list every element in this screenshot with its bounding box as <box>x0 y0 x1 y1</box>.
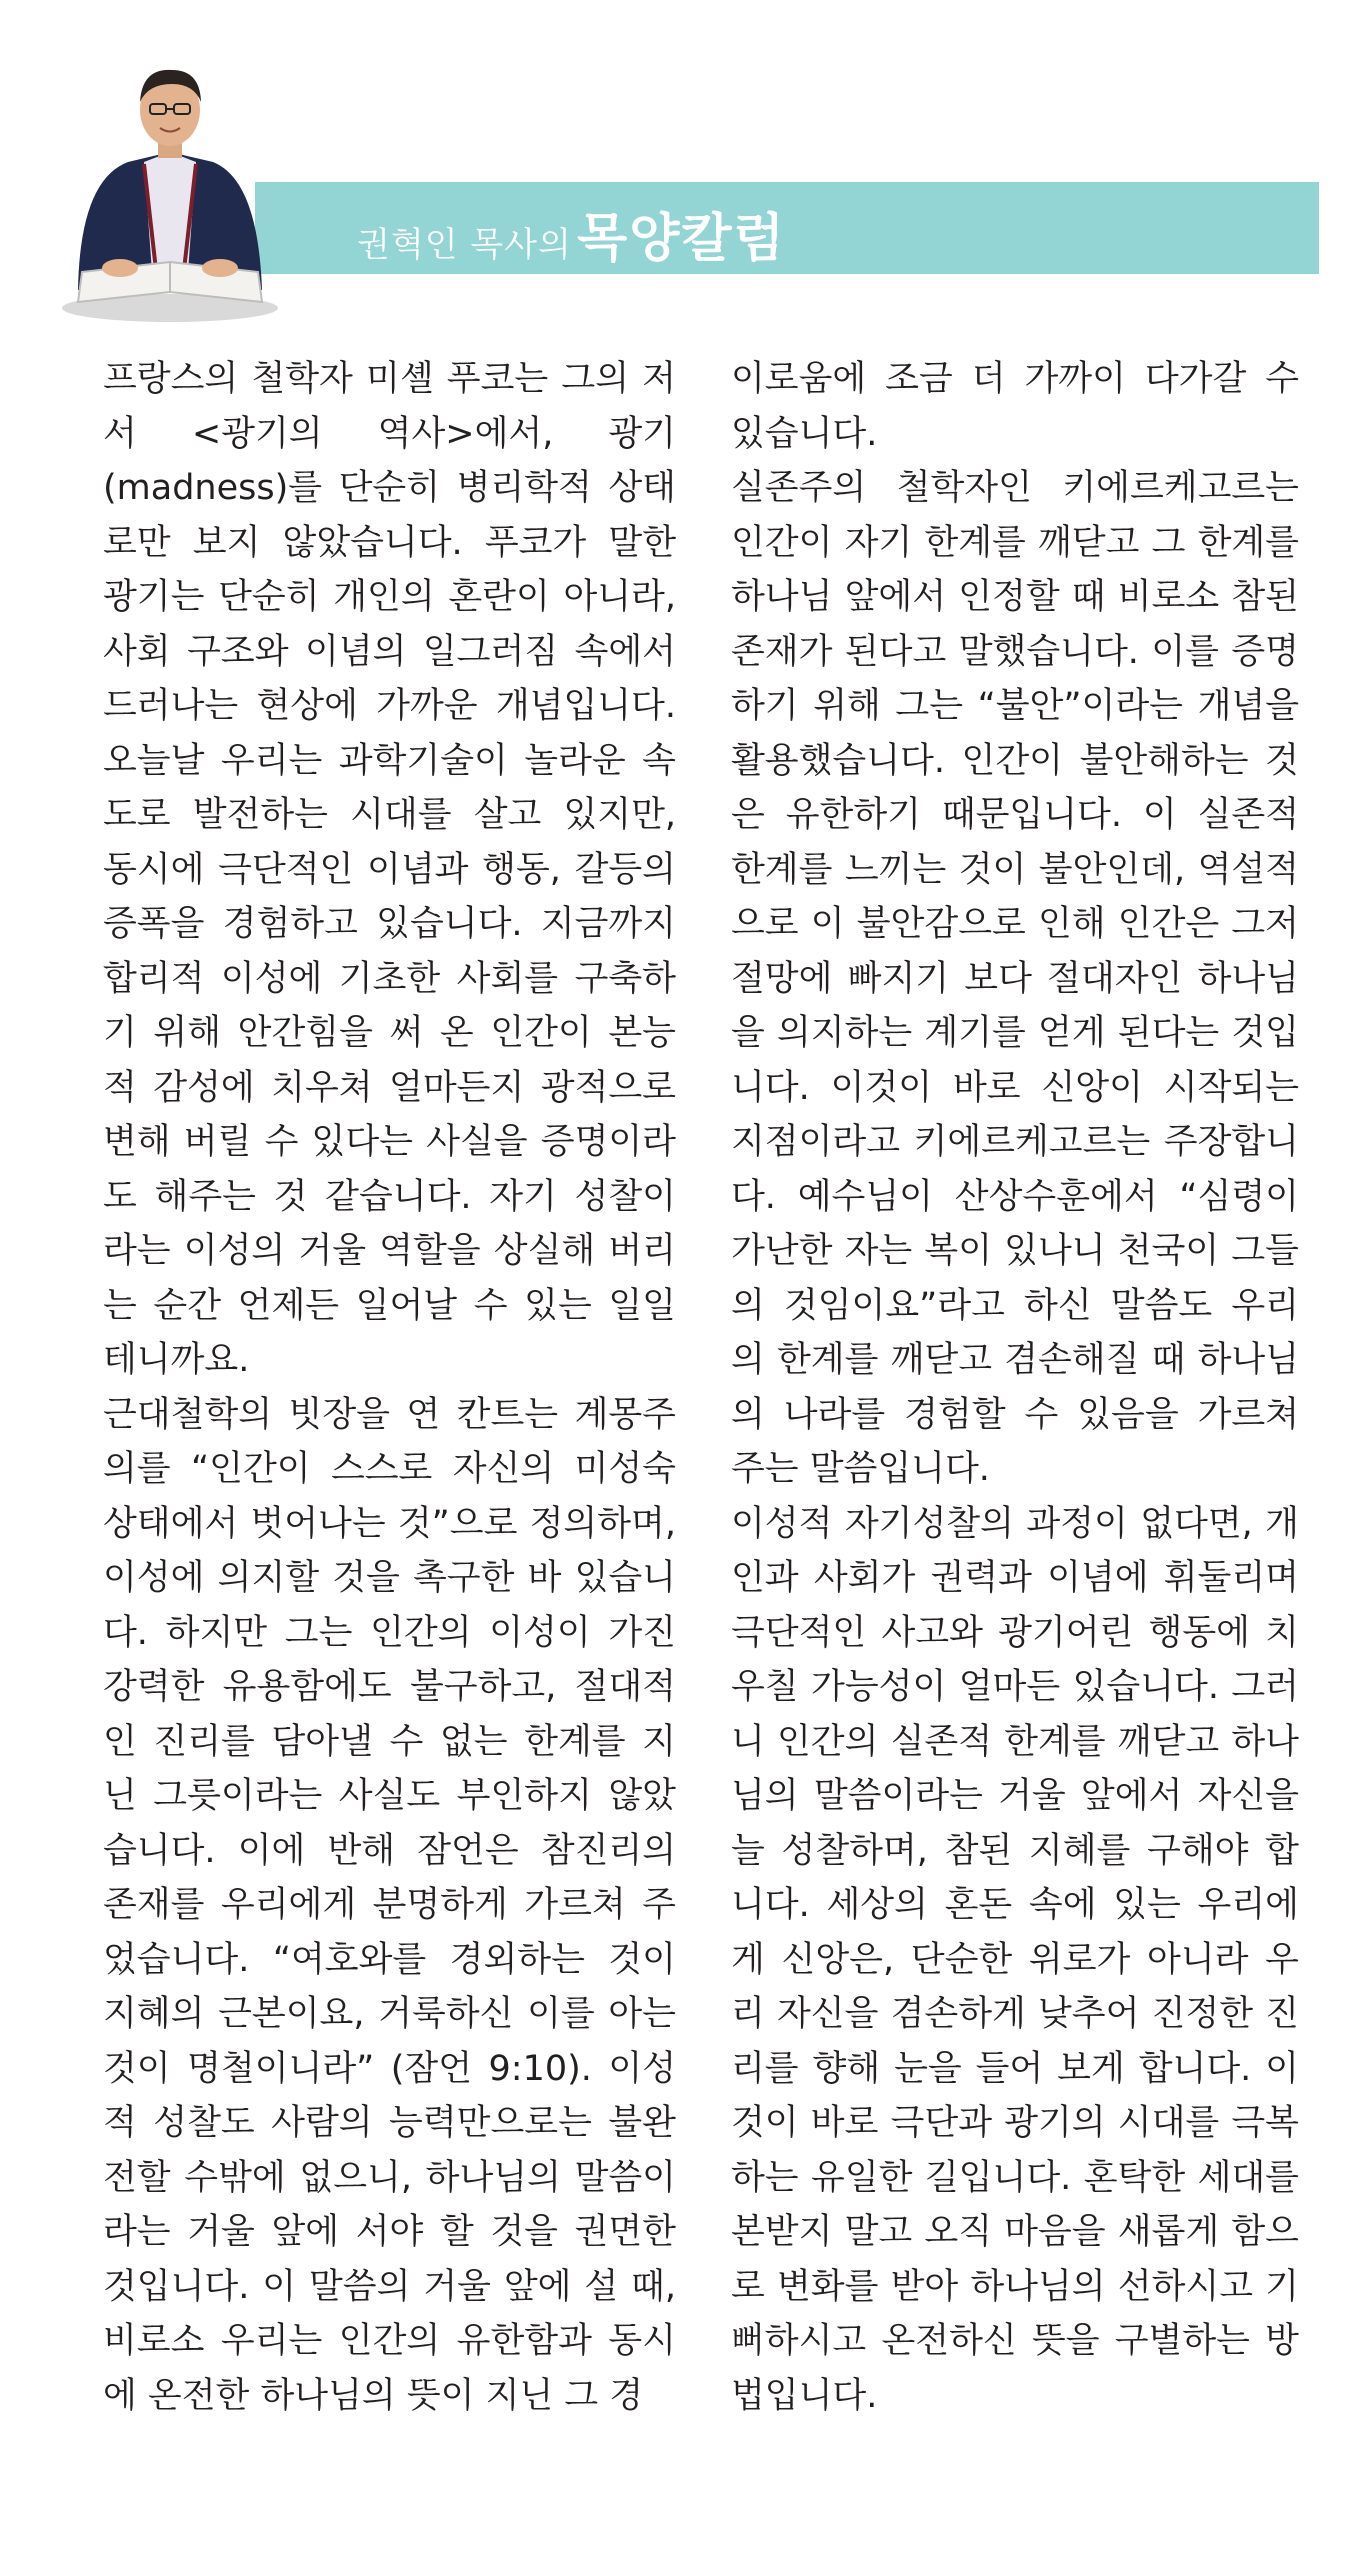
column-header <box>357 196 786 271</box>
article-column-right <box>731 352 1299 2423</box>
paragraph: 이성적 자기성찰의 과정이 없다면, 개인과 사회가 권력과 이념에 휘둘리며 극단적인 사고와 광기어린 행동에 치우칠 가능성이 얼마든 있습니다. 그러니 인간의 실존적 한계를 깨닫고 하나님의 말씀이라는 거울 앞에서 자신을 늘 성찰하며, 참된 지혜를 구해야 합니다. 세상의 혼돈 속에 있는 우리에게 신앙은, 단순한 위로가 아니라 우리 자신을 겸손하게 낮추어 진정한 진리를 향해 눈을 들어 보게 합니다. 이것이 바로 극단과 광기의 시대를 극복하는 유일한 길입니다. 혼탁한 세대를 본받지 말고 오직 마음을 새롭게 함으로 변화를 받아 하나님의 선하시고 기뻐하시고 온전하신 뜻을 구별하는 방법입니다. <box>731 1503 1299 2416</box>
paragraph: 근대철학의 빗장을 연 칸트는 계몽주의를 “인간이 스스로 자신의 미성숙 상태에서 벗어나는 것”으로 정의하며, 이성에 의지할 것을 촉구한 바 있습니다. 하지만 그는 인간의 이성이 가진 강력한 유용함에도 불구하고, 절대적인 진리를 담아낼 수 없는 한계를 지닌 그릇이라는 사실도 부인하지 않았습니다. 이에 반해 잠언은 참진리의 존재를 우리에게 분명하게 가르쳐 주었습니다. “여호와를 경외하는 것이 지혜의 근본이요, 거룩하신 이를 아는 것이 명철이니라” (잠언 9:10). 이성적 성찰도 사람의 능력만으로는 불완전할 수밖에 없으니, 하나님의 말씀이라는 거울 앞에 서야 할 것을 권면한 것입니다. 이 말씀의 거울 앞에 설 때, 비로소 우리는 인간의 유한함과 동시에 온전한 하나님의 뜻이 지닌 그 경 <box>103 1394 676 2416</box>
header-subtitle: 권혁인 목사의 <box>357 225 572 265</box>
author-portrait <box>58 40 283 325</box>
header-title: 목양칼럼 <box>576 208 786 269</box>
paragraph: 이로움에 조금 더 가까이 다가갈 수 있습니다. <box>731 359 1299 454</box>
article-column-left <box>103 352 676 2423</box>
paragraph: 프랑스의 철학자 미셸 푸코는 그의 저서 <광기의 역사>에서, 광기(madness)를 단순히 병리학적 상태로만 보지 않았습니다. 푸코가 말한 광기는 단순히 개인의 혼란이 아니라, 사회 구조와 이념의 일그러짐 속에서 드러나는 현상에 가까운 개념입니다. 오늘날 우리는 과학기술이 놀라운 속도로 발전하는 시대를 살고 있지만, 동시에 극단적인 이념과 행동, 갈등의 증폭을 경험하고 있습니다. 지금까지 합리적 이성에 기초한 사회를 구축하기 위해 안간힘을 써 온 인간이 본능적 감성에 치우쳐 얼마든지 광적으로 변해 버릴 수 있다는 사실을 증명이라도 해주는 것 같습니다. 자기 성찰이라는 이성의 거울 역할을 상실해 버리는 순간 언제든 일어날 수 있는 일일 테니까요. <box>103 359 676 1380</box>
paragraph: 실존주의 철학자인 키에르케고르는 인간이 자기 한계를 깨닫고 그 한계를 하나님 앞에서 인정할 때 비로소 참된 존재가 된다고 말했습니다. 이를 증명하기 위해 그는 “불안”이라는 개념을 활용했습니다. 인간이 불안해하는 것은 유한하기 때문입니다. 이 실존적 한계를 느끼는 것이 불안인데, 역설적으로 이 불안감으로 인해 인간은 그저 절망에 빠지기 보다 절대자인 하나님을 의지하는 계기를 얻게 된다는 것입니다. 이것이 바로 신앙이 시작되는 지점이라고 키에르케고르는 주장합니다. 예수님이 산상수훈에서 “심령이 가난한 자는 복이 있나니 천국이 그들의 것임이요”라고 하신 말씀도 우리의 한계를 깨닫고 겸손해질 때 하나님의 나라를 경험할 수 있음을 가르쳐 주는 말씀입니다. <box>731 468 1299 1489</box>
